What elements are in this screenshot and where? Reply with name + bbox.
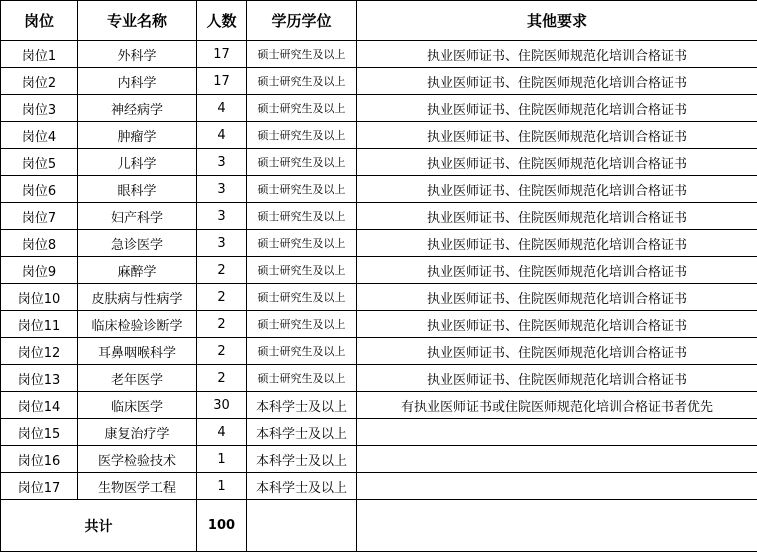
cell-major: 医学检验技术	[78, 446, 197, 473]
cell-major: 临床医学	[78, 392, 197, 419]
cell-education: 硕士研究生及以上	[247, 95, 357, 122]
header-count: 人数	[197, 1, 247, 41]
cell-education: 硕士研究生及以上	[247, 41, 357, 68]
cell-education: 硕士研究生及以上	[247, 230, 357, 257]
cell-major: 耳鼻咽喉科学	[78, 338, 197, 365]
cell-major: 皮肤病与性病学	[78, 284, 197, 311]
header-major: 专业名称	[78, 1, 197, 41]
cell-requirements: 执业医师证书、住院医师规范化培训合格证书	[357, 149, 757, 176]
table-row	[1, 311, 757, 338]
table-row	[1, 95, 757, 122]
cell-education: 硕士研究生及以上	[247, 176, 357, 203]
total-empty-education	[247, 500, 357, 552]
cell-requirements: 执业医师证书、住院医师规范化培训合格证书	[357, 338, 757, 365]
header-education: 学历学位	[247, 1, 357, 41]
cell-requirements: 执业医师证书、住院医师规范化培训合格证书	[357, 257, 757, 284]
cell-position: 岗位16	[1, 446, 78, 473]
cell-major: 急诊医学	[78, 230, 197, 257]
cell-count: 4	[197, 419, 247, 446]
cell-count: 3	[197, 176, 247, 203]
table-row	[1, 473, 757, 500]
cell-education: 硕士研究生及以上	[247, 284, 357, 311]
cell-count: 3	[197, 230, 247, 257]
table-row	[1, 149, 757, 176]
cell-count: 2	[197, 257, 247, 284]
cell-count: 2	[197, 365, 247, 392]
cell-count: 1	[197, 446, 247, 473]
cell-education: 本科学士及以上	[247, 392, 357, 419]
table-row	[1, 365, 757, 392]
cell-position: 岗位14	[1, 392, 78, 419]
cell-education: 硕士研究生及以上	[247, 338, 357, 365]
cell-position: 岗位8	[1, 230, 78, 257]
cell-education: 硕士研究生及以上	[247, 122, 357, 149]
table-row	[1, 257, 757, 284]
header-row	[1, 1, 757, 41]
cell-position: 岗位15	[1, 419, 78, 446]
total-row	[1, 500, 757, 552]
cell-major: 康复治疗学	[78, 419, 197, 446]
cell-position: 岗位11	[1, 311, 78, 338]
cell-major: 内科学	[78, 68, 197, 95]
table-row	[1, 338, 757, 365]
table-row	[1, 230, 757, 257]
cell-requirements: 有执业医师证书或住院医师规范化培训合格证书者优先	[357, 392, 757, 419]
cell-count: 2	[197, 284, 247, 311]
header-requirements: 其他要求	[357, 1, 757, 41]
cell-requirements	[357, 473, 757, 500]
table-row	[1, 392, 757, 419]
cell-major: 眼科学	[78, 176, 197, 203]
cell-position: 岗位12	[1, 338, 78, 365]
cell-requirements: 执业医师证书、住院医师规范化培训合格证书	[357, 284, 757, 311]
table-row	[1, 284, 757, 311]
cell-position: 岗位1	[1, 41, 78, 68]
cell-position: 岗位9	[1, 257, 78, 284]
cell-position: 岗位10	[1, 284, 78, 311]
cell-count: 2	[197, 338, 247, 365]
cell-requirements: 执业医师证书、住院医师规范化培训合格证书	[357, 203, 757, 230]
cell-major: 老年医学	[78, 365, 197, 392]
total-count: 100	[197, 500, 247, 552]
cell-requirements: 执业医师证书、住院医师规范化培训合格证书	[357, 365, 757, 392]
cell-requirements: 执业医师证书、住院医师规范化培训合格证书	[357, 41, 757, 68]
table-row	[1, 176, 757, 203]
cell-position: 岗位7	[1, 203, 78, 230]
table-row	[1, 446, 757, 473]
cell-education: 本科学士及以上	[247, 473, 357, 500]
cell-count: 3	[197, 149, 247, 176]
cell-education: 硕士研究生及以上	[247, 203, 357, 230]
cell-requirements: 执业医师证书、住院医师规范化培训合格证书	[357, 122, 757, 149]
cell-major: 儿科学	[78, 149, 197, 176]
cell-position: 岗位3	[1, 95, 78, 122]
table-row	[1, 68, 757, 95]
cell-count: 2	[197, 311, 247, 338]
cell-major: 生物医学工程	[78, 473, 197, 500]
cell-requirements: 执业医师证书、住院医师规范化培训合格证书	[357, 311, 757, 338]
cell-requirements: 执业医师证书、住院医师规范化培训合格证书	[357, 176, 757, 203]
cell-count: 4	[197, 122, 247, 149]
cell-education: 硕士研究生及以上	[247, 257, 357, 284]
cell-position: 岗位6	[1, 176, 78, 203]
cell-education: 本科学士及以上	[247, 419, 357, 446]
cell-count: 3	[197, 203, 247, 230]
cell-count: 17	[197, 68, 247, 95]
cell-count: 30	[197, 392, 247, 419]
table-row	[1, 419, 757, 446]
cell-count: 17	[197, 41, 247, 68]
cell-position: 岗位17	[1, 473, 78, 500]
cell-major: 外科学	[78, 41, 197, 68]
cell-major: 麻醉学	[78, 257, 197, 284]
table-row	[1, 41, 757, 68]
cell-count: 1	[197, 473, 247, 500]
cell-requirements	[357, 446, 757, 473]
total-empty-requirements	[357, 500, 757, 552]
cell-education: 本科学士及以上	[247, 446, 357, 473]
cell-requirements: 执业医师证书、住院医师规范化培训合格证书	[357, 230, 757, 257]
cell-major: 神经病学	[78, 95, 197, 122]
cell-major: 肿瘤学	[78, 122, 197, 149]
cell-requirements: 执业医师证书、住院医师规范化培训合格证书	[357, 68, 757, 95]
table-row	[1, 122, 757, 149]
total-label: 共计	[1, 500, 197, 552]
header-position: 岗位	[1, 1, 78, 41]
cell-requirements	[357, 419, 757, 446]
cell-position: 岗位2	[1, 68, 78, 95]
cell-major: 妇产科学	[78, 203, 197, 230]
cell-education: 硕士研究生及以上	[247, 365, 357, 392]
cell-position: 岗位4	[1, 122, 78, 149]
cell-education: 硕士研究生及以上	[247, 311, 357, 338]
cell-education: 硕士研究生及以上	[247, 149, 357, 176]
cell-requirements: 执业医师证书、住院医师规范化培训合格证书	[357, 95, 757, 122]
table-row	[1, 203, 757, 230]
cell-count: 4	[197, 95, 247, 122]
cell-position: 岗位13	[1, 365, 78, 392]
cell-education: 硕士研究生及以上	[247, 68, 357, 95]
cell-position: 岗位5	[1, 149, 78, 176]
cell-major: 临床检验诊断学	[78, 311, 197, 338]
